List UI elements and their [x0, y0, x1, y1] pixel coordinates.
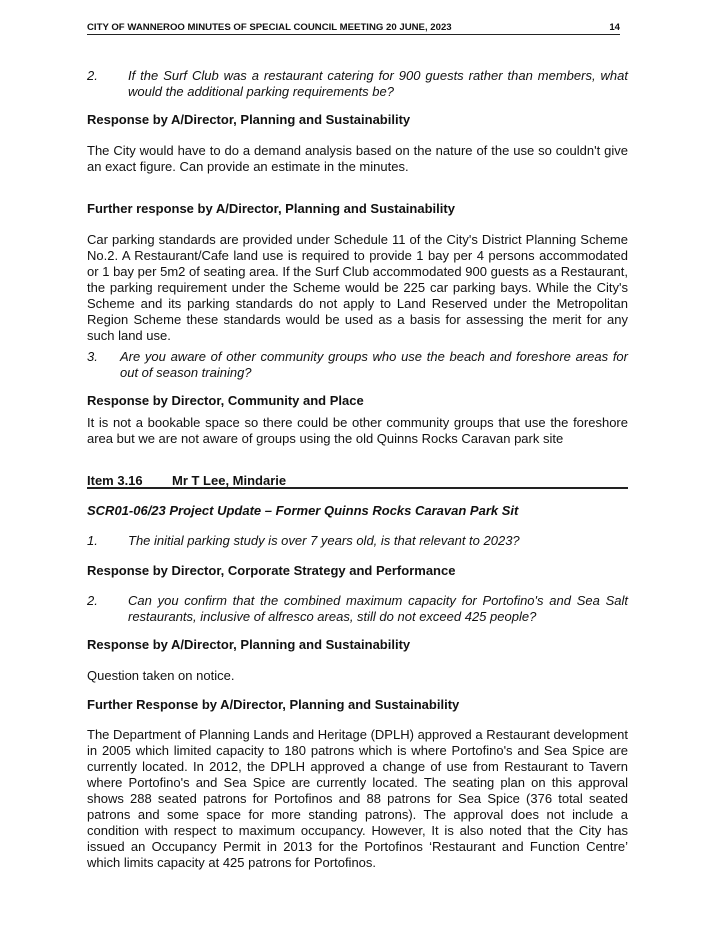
- question-2: [87, 68, 628, 100]
- item-heading: [87, 473, 628, 489]
- question-3: [87, 349, 628, 381]
- response-heading: Response by A/Director, Planning and Sustainability: [87, 112, 411, 127]
- question-number: 1.: [87, 533, 98, 548]
- question-text: Can you confirm that the combined maximum capacity for Portofino's and Sea Salt restaurants, inclusive of alfresco areas, still do not exceed 425 people?: [128, 593, 628, 624]
- question-text: Are you aware of other community groups who use the beach and foreshore areas for out of season training?: [120, 349, 628, 380]
- item-submitter: Mr T Lee, Mindarie: [172, 473, 287, 488]
- further-response-heading: Further response by A/Director, Planning and Sustainability: [87, 201, 455, 216]
- further-response-text: The Department of Planning Lands and Heritage (DPLH) approved a Restaurant development in 2005 which limited capacity to 180 patrons which is where Portofino's and Sea Spice are currently located. In 2012, the DPLH approved a change of use from Restaurant to Tavern where Portofino's and Sea Spice are currently located. The seating plan on this approval shows 288 seated patrons for Portofinos and 88 patrons for Sea Spice (376 total seated patrons and some space for more standing patrons). The approval does not include a condition with respect to maximum occupancy. However, It is also noted that the City has issued an Occupancy Permit in 2013 for the Portofinos ‘Restaurant and Function Centre’ which limits capacity at 425 patrons for Portofinos.: [87, 727, 628, 870]
- response-text: The City would have to do a demand analysis based on the nature of the use so couldn't give an exact figure. Can provide an estimate in the minutes.: [87, 143, 628, 174]
- item-number: Item 3.16: [87, 473, 143, 488]
- question-text: The initial parking study is over 7 years old, is that relevant to 2023?: [128, 533, 520, 548]
- question-number: 2.: [87, 68, 98, 83]
- document-title: CITY OF WANNEROO MINUTES OF SPECIAL COUNCIL MEETING 20 JUNE, 2023: [87, 22, 452, 33]
- item-subject: SCR01-06/23 Project Update – Former Quinns Rocks Caravan Park Sit: [87, 503, 519, 518]
- page-number: 14: [609, 22, 620, 33]
- question-number: 3.: [87, 349, 98, 364]
- response-heading: Response by Director, Community and Place: [87, 393, 364, 408]
- further-response-heading: Further Response by A/Director, Planning and Sustainability: [87, 697, 460, 712]
- item-question-1: [87, 533, 628, 549]
- response-text: It is not a bookable space so there could be other community groups that use the foreshore area but we are not aware of groups using the old Quinns Rocks Caravan park site: [87, 415, 628, 446]
- question-number: 2.: [87, 593, 98, 608]
- question-text: If the Surf Club was a restaurant catering for 900 guests rather than members, what would the additional parking requirements be?: [128, 68, 628, 99]
- response-heading: Response by Director, Corporate Strategy and Performance: [87, 563, 456, 578]
- response-text: Question taken on notice.: [87, 668, 235, 683]
- response-heading: Response by A/Director, Planning and Sustainability: [87, 637, 411, 652]
- item-question-2: [87, 593, 628, 625]
- page-header: [87, 20, 620, 35]
- further-response-text: Car parking standards are provided under Schedule 11 of the City's District Planning Scheme No.2. A Restaurant/Cafe land use is required to provide 1 bay per 4 persons accommodated or 1 bay per 5m2 of seating area. If the Surf Club accommodated 900 guests as a Restaurant, the parking requirement under the Scheme would be 225 car parking bays. While the City's Scheme and its parking standards do not apply to Land Reserved under the Metropolitan Region Scheme these standards would be used as a basis for assessing the merit for any such land use.: [87, 232, 628, 343]
